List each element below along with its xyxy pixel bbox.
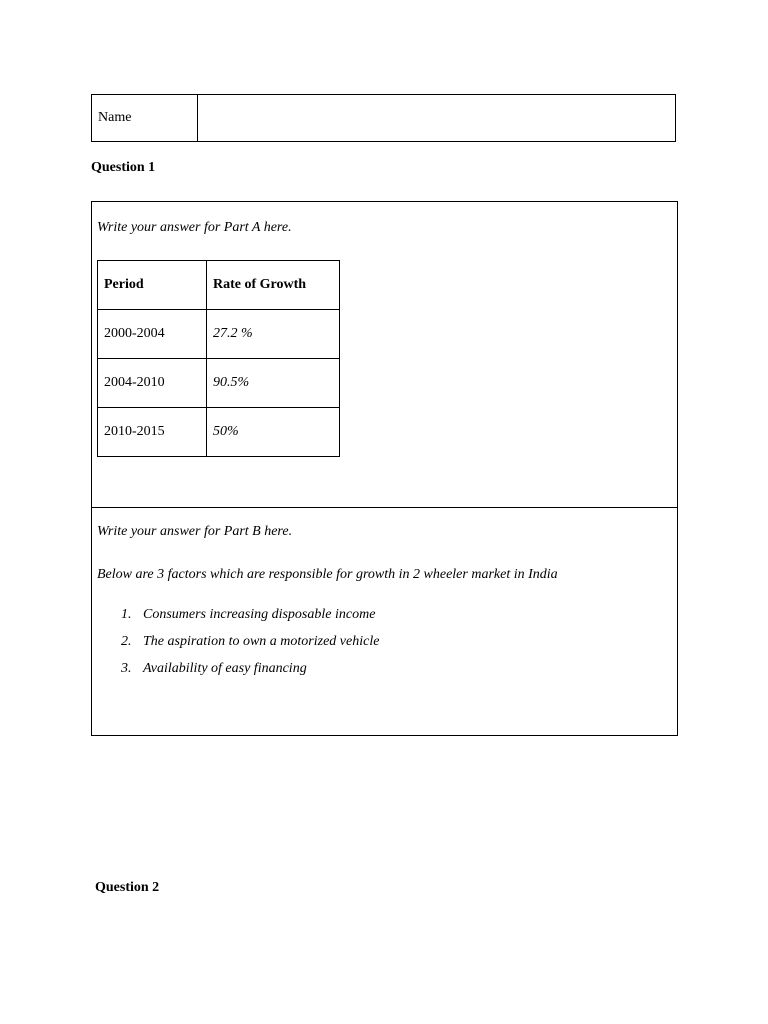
part-b-prompt: Write your answer for Part B here.	[97, 524, 293, 539]
period-cell: 2010-2015	[98, 408, 207, 457]
period-cell: 2000-2004	[98, 310, 207, 359]
list-text: The aspiration to own a motorized vehicle	[143, 634, 380, 649]
rate-header: Rate of Growth	[207, 261, 340, 310]
table-header-row	[98, 261, 340, 310]
rate-cell: 50%	[207, 408, 340, 457]
rate-cell: 27.2 %	[207, 310, 340, 359]
rate-cell: 90.5%	[207, 359, 340, 408]
name-field[interactable]	[198, 95, 675, 141]
question-2-heading: Question 2	[95, 880, 160, 895]
growth-rate-table	[97, 260, 340, 457]
list-number: 1.	[121, 607, 132, 622]
name-label-cell	[92, 95, 198, 141]
list-text: Availability of easy financing	[143, 661, 307, 676]
part-a-prompt: Write your answer for Part A here.	[97, 220, 292, 235]
list-number: 3.	[121, 661, 132, 676]
table-row	[98, 359, 340, 408]
name-table	[91, 94, 676, 142]
question-1-answer-box	[91, 201, 678, 736]
period-cell: 2004-2010	[98, 359, 207, 408]
part-b-intro: Below are 3 factors which are responsible for growth in 2 wheeler market in India	[97, 567, 558, 582]
question-1-heading: Question 1	[91, 160, 156, 175]
table-row	[98, 310, 340, 359]
part-divider	[92, 507, 677, 508]
list-text: Consumers increasing disposable income	[143, 607, 376, 622]
table-row	[98, 408, 340, 457]
name-label: Name	[98, 110, 132, 125]
period-header: Period	[98, 261, 207, 310]
list-number: 2.	[121, 634, 132, 649]
